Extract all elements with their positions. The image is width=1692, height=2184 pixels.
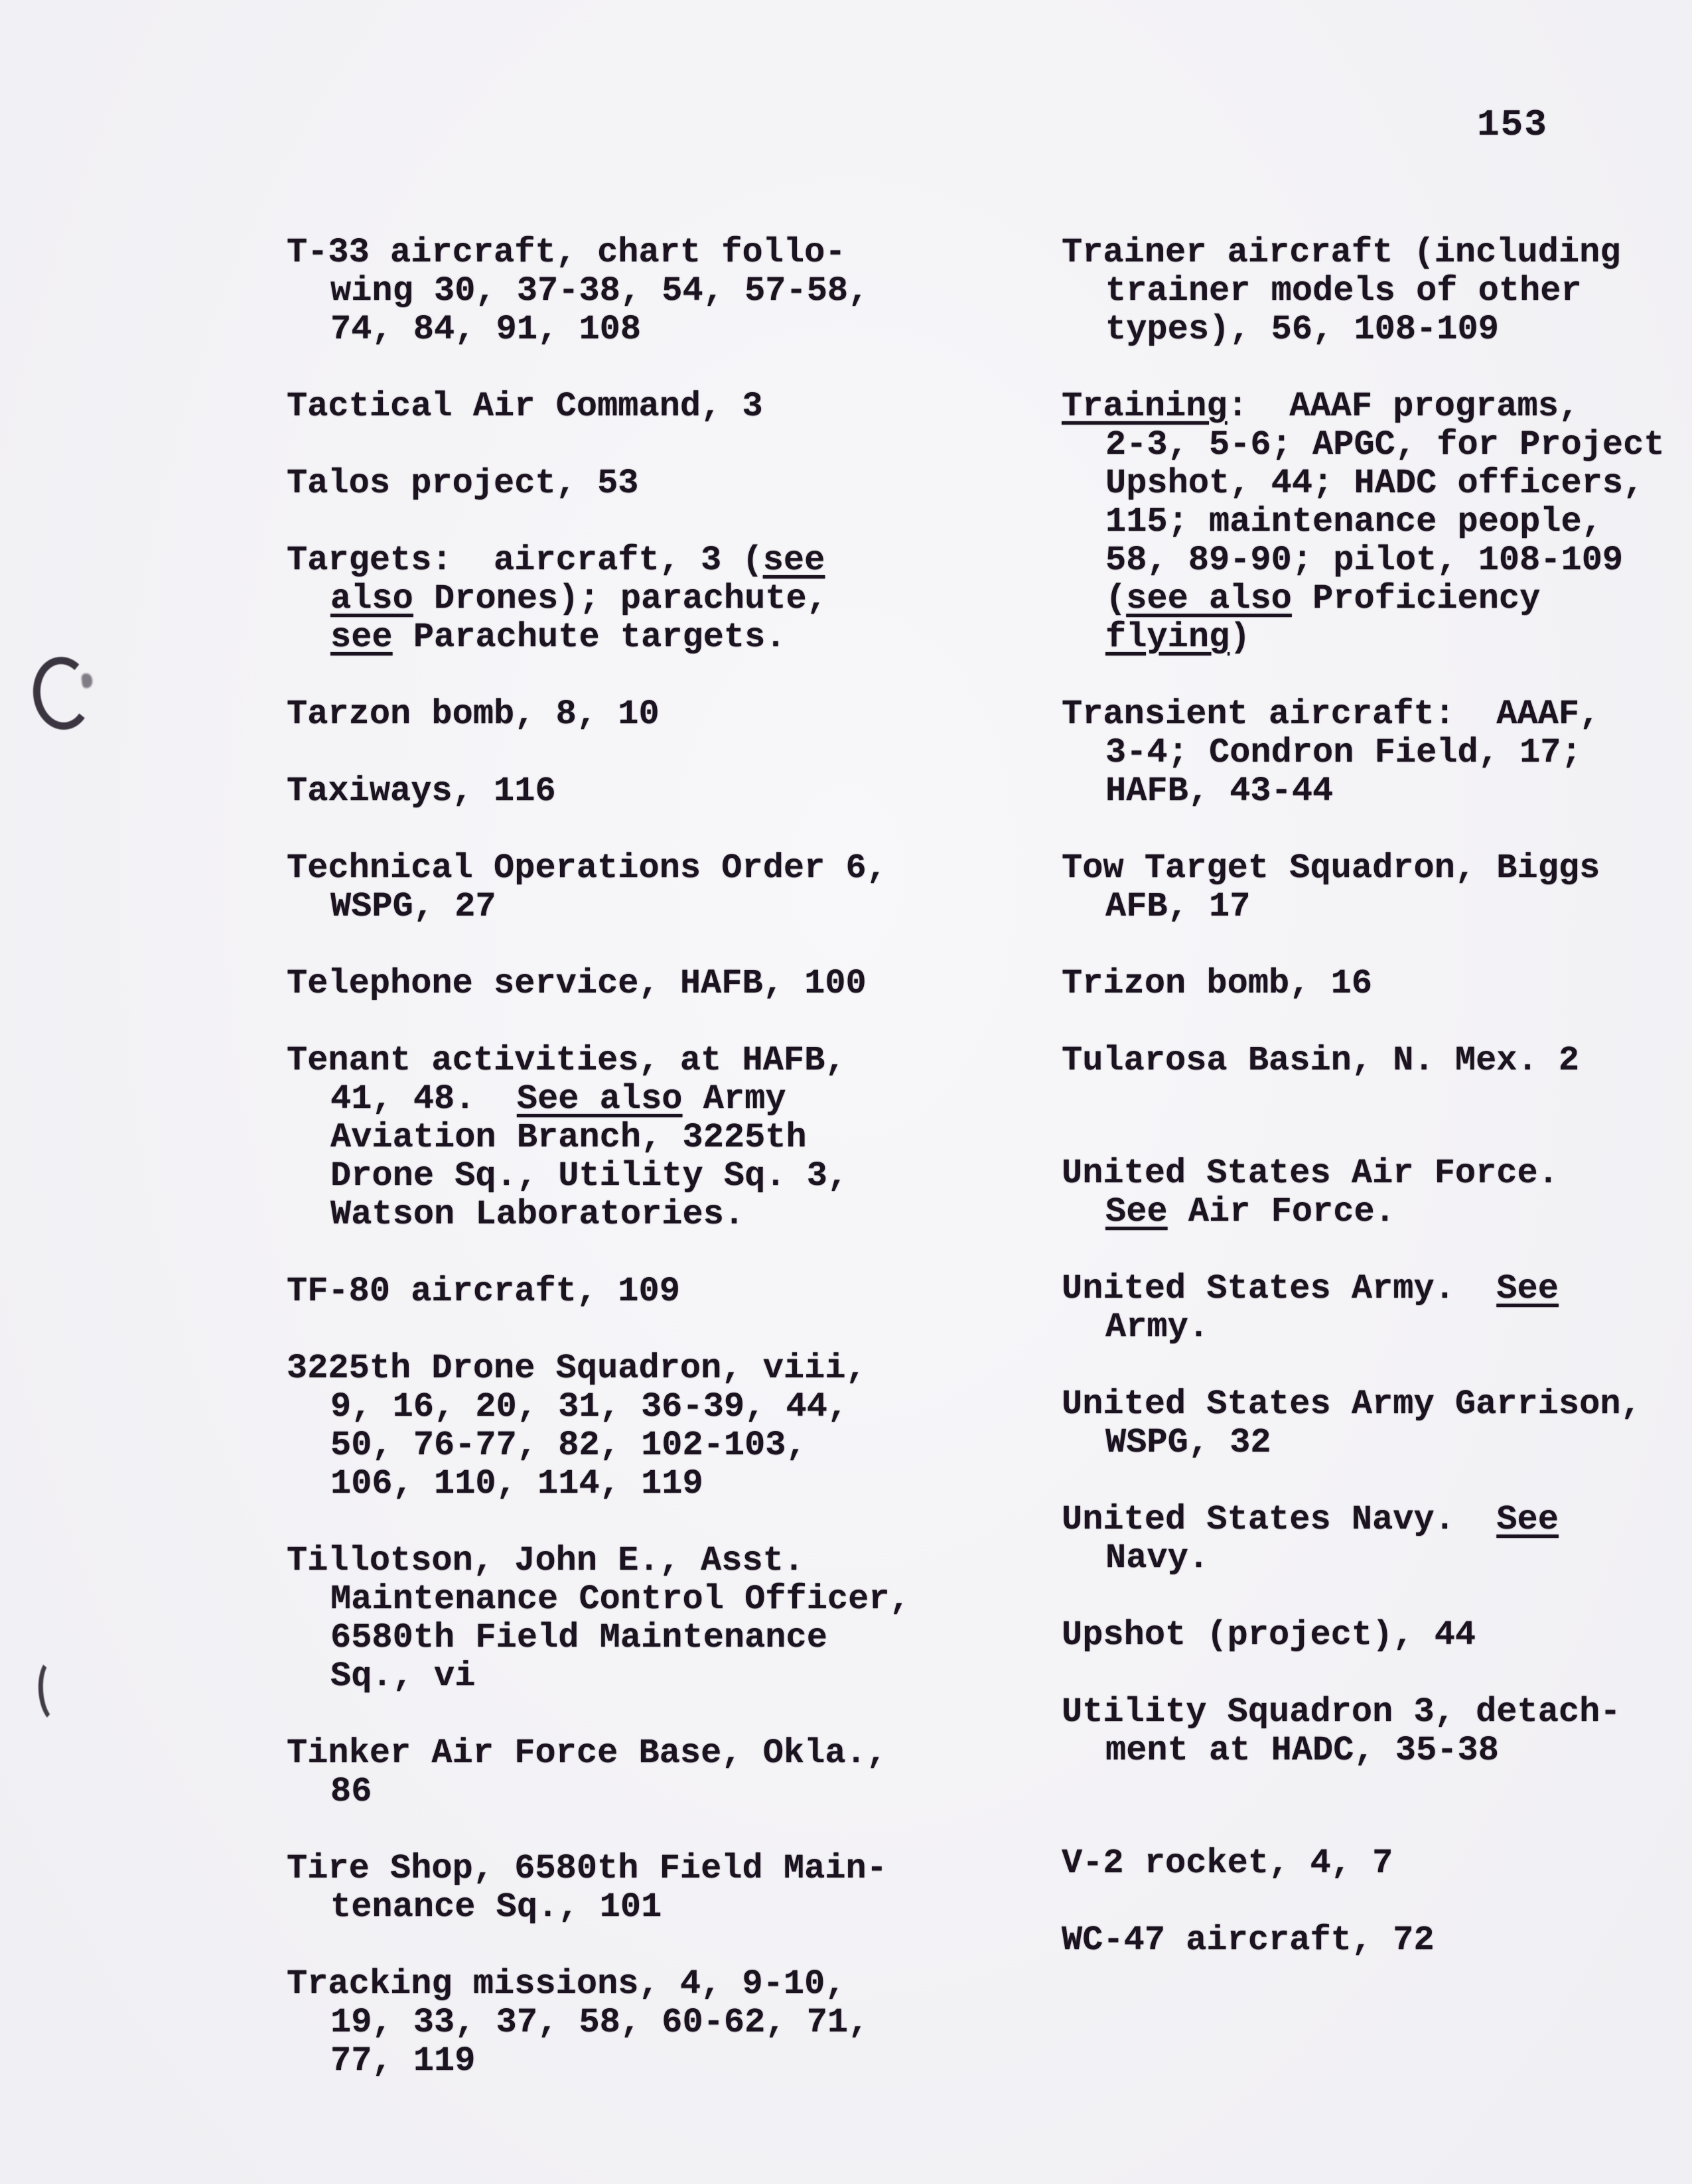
entry-continuation-line: [287, 1888, 1030, 1927]
entry-text: Tenant activities, at HAFB,: [287, 1041, 846, 1080]
entry-continuation-line: [287, 1119, 1030, 1157]
entry-text: 41, 48.: [330, 1079, 517, 1119]
entry-text: Maintenance Control Officer,: [330, 1580, 910, 1619]
entry-first-line: [1062, 1154, 1692, 1193]
entry-text: 9, 16, 20, 31, 36-39, 44,: [330, 1387, 849, 1426]
entry-text: AFB, 17: [1105, 887, 1251, 926]
index-entry: [287, 1349, 1030, 1503]
entry-text: Sq., vi: [330, 1657, 476, 1696]
entry-text: 106, 110, 114, 119: [330, 1464, 703, 1503]
entry-first-line: [1062, 387, 1692, 426]
entry-text: 115; maintenance people,: [1105, 502, 1602, 541]
entry-text: Technical Operations Order 6,: [287, 849, 887, 888]
index-entry: [1062, 1270, 1692, 1347]
entry-text: Tillotson, John E., Asst.: [287, 1541, 805, 1580]
entry-continuation-line: [1062, 1732, 1692, 1770]
index-entry: [287, 1042, 1030, 1234]
entry-continuation-line: [287, 1580, 1030, 1619]
entry-text: Taxiways, 116: [287, 772, 556, 811]
entry-first-line: [287, 1542, 1030, 1580]
entry-text: 3225th Drone Squadron, viii,: [287, 1349, 867, 1388]
entry-first-line: [287, 1850, 1030, 1888]
entry-continuation-line: [287, 580, 1030, 618]
index-entry: [287, 387, 1030, 426]
entry-text: Transient aircraft: AAAF,: [1062, 695, 1600, 734]
cross-reference-text: also: [330, 579, 413, 618]
cross-reference-text: flying: [1105, 618, 1230, 657]
entry-first-line: [1062, 695, 1692, 734]
entry-first-line: [1062, 1921, 1692, 1960]
index-entry: [287, 1734, 1030, 1811]
entry-first-line: [287, 464, 1030, 503]
entry-text: Trainer aircraft (including: [1062, 233, 1621, 272]
entry-text: Navy.: [1105, 1538, 1210, 1578]
entry-text: Tularosa Basin, N. Mex. 2: [1062, 1041, 1580, 1080]
entry-first-line: [1062, 849, 1692, 888]
entry-text: Watson Laboratories.: [330, 1195, 745, 1234]
entry-text: (: [1105, 579, 1127, 618]
entry-continuation-line: [1062, 426, 1692, 464]
cross-reference-text: see also: [1126, 579, 1292, 618]
entry-continuation-line: [1062, 310, 1692, 349]
entry-first-line: [287, 1734, 1030, 1773]
entry-continuation-line: [287, 310, 1030, 349]
index-entry: [1062, 1385, 1692, 1462]
entry-text: 74, 84, 91, 108: [330, 310, 642, 349]
index-entry: [287, 965, 1030, 1003]
entry-continuation-line: [1062, 1539, 1692, 1578]
index-entry: [1062, 1921, 1692, 1960]
entry-text: Drones); parachute,: [413, 579, 827, 618]
entry-text: Tinker Air Force Base, Okla.,: [287, 1734, 887, 1773]
entry-text: 6580th Field Maintenance: [330, 1618, 827, 1657]
entry-text: Trizon bomb, 16: [1062, 964, 1373, 1003]
entry-first-line: [287, 849, 1030, 888]
index-entry: [287, 1272, 1030, 1311]
entry-text: Tactical Air Command, 3: [287, 387, 763, 426]
entry-continuation-line: [287, 1465, 1030, 1503]
entry-text: Drone Sq., Utility Sq. 3,: [330, 1156, 849, 1195]
index-entry: [287, 1542, 1030, 1696]
entry-text: 58, 89-90; pilot, 108-109: [1105, 541, 1624, 580]
entry-text: United States Army Garrison,: [1062, 1385, 1642, 1424]
index-entry: [1062, 387, 1692, 657]
entry-first-line: [1062, 1501, 1692, 1539]
entry-text: Air Force.: [1167, 1192, 1395, 1231]
cross-reference-text: See: [1496, 1269, 1559, 1308]
index-entry: [287, 849, 1030, 926]
entry-text: Utility Squadron 3, detach-: [1062, 1692, 1621, 1732]
entry-text: Army: [682, 1079, 786, 1119]
entry-first-line: [1062, 1844, 1692, 1883]
entry-first-line: [1062, 965, 1692, 1003]
cross-reference-text: See also: [516, 1079, 683, 1119]
entry-text: trainer models of other: [1105, 271, 1582, 310]
index-entry: [1062, 1616, 1692, 1655]
cross-reference-text: see: [330, 618, 393, 657]
entry-text: Aviation Branch, 3225th: [330, 1118, 807, 1157]
entry-text: WSPG, 32: [1105, 1423, 1271, 1462]
entry-first-line: [1062, 1042, 1692, 1080]
entry-text: V-2 rocket, 4, 7: [1062, 1844, 1393, 1883]
index-entry: [287, 541, 1030, 657]
index-entry: [1062, 695, 1692, 811]
entry-continuation-line: [287, 618, 1030, 657]
index-entry: [287, 464, 1030, 503]
index-entry: [287, 234, 1030, 349]
index-entry: [1062, 234, 1692, 349]
entry-text: types), 56, 108-109: [1105, 310, 1499, 349]
entry-text: WSPG, 27: [330, 887, 496, 926]
entry-continuation-line: [1062, 464, 1692, 503]
entry-first-line: [1062, 234, 1692, 272]
entry-continuation-line: [1062, 888, 1692, 926]
entry-continuation-line: [287, 2004, 1030, 2042]
entry-first-line: [1062, 1693, 1692, 1732]
entry-text: T-33 aircraft, chart follo-: [287, 233, 846, 272]
entry-continuation-line: [287, 888, 1030, 926]
entry-text: 2-3, 5-6; APGC, for Project: [1105, 425, 1665, 464]
entry-text: United States Air Force.: [1062, 1154, 1559, 1193]
entry-first-line: [287, 1349, 1030, 1388]
entry-continuation-line: [1062, 772, 1692, 811]
entry-continuation-line: [1062, 1308, 1692, 1347]
entry-text: Tracking missions, 4, 9-10,: [287, 1964, 846, 2004]
index-column-right: [1062, 234, 1692, 1998]
index-entry: [1062, 965, 1692, 1003]
index-entry: [1062, 1501, 1692, 1578]
entry-continuation-line: [1062, 580, 1692, 618]
entry-first-line: [287, 234, 1030, 272]
entry-text: : AAAF programs,: [1227, 387, 1580, 426]
index-entry: [1062, 1042, 1692, 1080]
cross-reference-text: Training: [1062, 387, 1228, 426]
entry-text: 3-4; Condron Field, 17;: [1105, 733, 1582, 772]
cross-reference-text: See: [1496, 1500, 1559, 1539]
entry-text: 50, 76-77, 82, 102-103,: [330, 1426, 807, 1465]
index-entry: [287, 695, 1030, 734]
entry-first-line: [287, 772, 1030, 811]
entry-continuation-line: [287, 1657, 1030, 1696]
entry-text: 19, 33, 37, 58, 60-62, 71,: [330, 2003, 869, 2042]
entry-first-line: [1062, 1616, 1692, 1655]
entry-text: Parachute targets.: [392, 618, 786, 657]
entry-first-line: [1062, 1270, 1692, 1308]
entry-text: Army.: [1105, 1308, 1210, 1347]
entry-first-line: [1062, 1385, 1692, 1424]
entry-continuation-line: [1062, 541, 1692, 580]
entry-text: Proficiency: [1291, 579, 1541, 618]
entry-first-line: [287, 695, 1030, 734]
entry-text: wing 30, 37-38, 54, 57-58,: [330, 271, 869, 310]
entry-continuation-line: [287, 1426, 1030, 1465]
entry-continuation-line: [287, 2042, 1030, 2081]
entry-text: Targets: aircraft, 3 (: [287, 541, 763, 580]
entry-continuation-line: [1062, 1193, 1692, 1231]
cross-reference-text: See: [1105, 1192, 1168, 1231]
index-entry: [287, 772, 1030, 811]
index-entry: [1062, 1844, 1692, 1883]
entry-text: ment at HADC, 35-38: [1105, 1731, 1499, 1770]
entry-first-line: [287, 965, 1030, 1003]
entry-text: 77, 119: [330, 2041, 476, 2081]
entry-continuation-line: [1062, 1424, 1692, 1462]
ink-mark-c-shape: [29, 654, 95, 733]
entry-continuation-line: [287, 1773, 1030, 1811]
entry-text: WC-47 aircraft, 72: [1062, 1921, 1435, 1960]
entry-first-line: [287, 541, 1030, 580]
entry-text: TF-80 aircraft, 109: [287, 1272, 680, 1311]
index-entry: [1062, 849, 1692, 926]
entry-first-line: [287, 387, 1030, 426]
entry-continuation-line: [287, 1619, 1030, 1657]
entry-first-line: [287, 1965, 1030, 2004]
entry-text: Talos project, 53: [287, 464, 639, 503]
entry-text: Tarzon bomb, 8, 10: [287, 695, 660, 734]
entry-text: ): [1230, 618, 1251, 657]
entry-text: Tow Target Squadron, Biggs: [1062, 849, 1600, 888]
entry-continuation-line: [287, 1080, 1030, 1119]
index-entry: [287, 1850, 1030, 1927]
entry-text: tenance Sq., 101: [330, 1887, 662, 1927]
entry-first-line: [287, 1042, 1030, 1080]
index-entry: [1062, 1154, 1692, 1231]
entry-continuation-line: [1062, 272, 1692, 310]
entry-continuation-line: [1062, 734, 1692, 772]
entry-continuation-line: [287, 1195, 1030, 1234]
entry-text: Upshot (project), 44: [1062, 1615, 1476, 1655]
entry-text: United States Navy.: [1062, 1500, 1497, 1539]
entry-continuation-line: [287, 1388, 1030, 1426]
entry-continuation-line: [1062, 503, 1692, 541]
entry-text: Telephone service, HAFB, 100: [287, 964, 867, 1003]
ink-mark-paren-shape: [36, 1656, 74, 1724]
entry-continuation-line: [1062, 618, 1692, 657]
index-entry: [287, 1965, 1030, 2081]
entry-continuation-line: [287, 272, 1030, 310]
index-column-left: [287, 234, 1030, 2119]
entry-text: HAFB, 43-44: [1105, 772, 1334, 811]
entry-text: Upshot, 44; HADC officers,: [1105, 464, 1644, 503]
index-entry: [1062, 1693, 1692, 1770]
entry-continuation-line: [287, 1157, 1030, 1195]
entry-text: Tire Shop, 6580th Field Main-: [287, 1849, 887, 1888]
cross-reference-text: see: [762, 541, 825, 580]
entry-first-line: [287, 1272, 1030, 1311]
entry-text: 86: [330, 1772, 372, 1811]
entry-text: United States Army.: [1062, 1269, 1497, 1308]
page-number: 153: [1477, 103, 1548, 146]
